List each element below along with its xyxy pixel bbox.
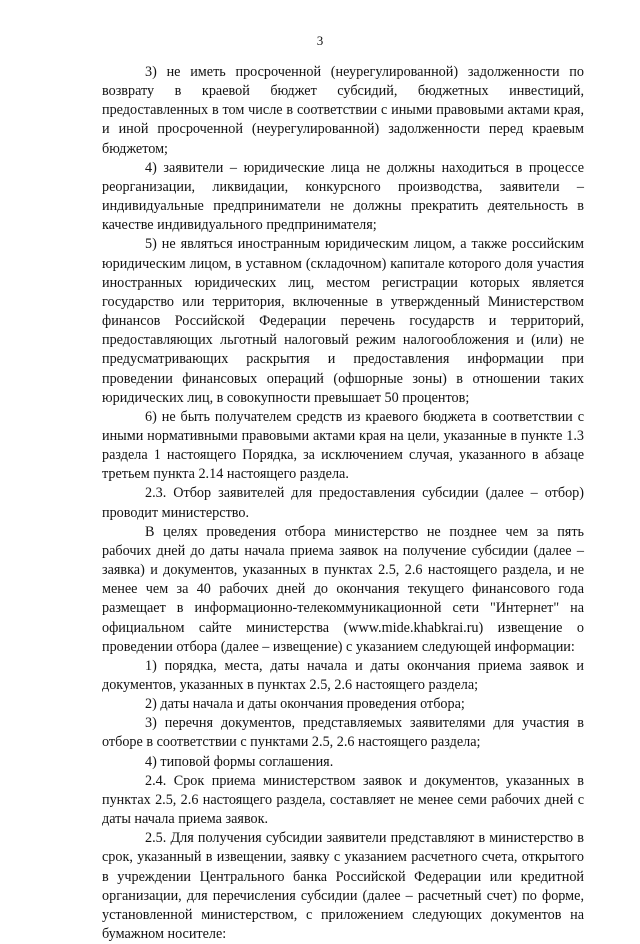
- paragraph-item-6-other-funds: 6) не быть получателем средств из краевого бюджета в соответствии с иными нормативными правовыми актами края на цели, указанные в пункте 1.3 раздела 1 настоящего Порядка, за исключением случая, указанного в абзаце третьем пункта 2.14 настоящего раздела.: [102, 408, 584, 483]
- page-number: 3: [316, 33, 324, 48]
- paragraph-item-4-reorganization: 4) заявители – юридические лица не должны находиться в процессе реорганизации, ликвидации, конкурсного производства, заявители – индивидуальные предприниматели не должны прекратить деятельность в качестве индивидуального предпринимателя;: [102, 159, 584, 234]
- paragraph-notice-item-1: 1) порядка, места, даты начала и даты окончания приема заявок и документов, указанных в пунктах 2.5, 2.6 настоящего раздела;: [102, 657, 584, 693]
- paragraph-2-3-selection: 2.3. Отбор заявителей для предоставления субсидии (далее – отбор) проводит министерство.: [102, 485, 584, 521]
- paragraph-2-4-deadline: 2.4. Срок приема министерством заявок и документов, указанных в пунктах 2.5, 2.6 настоящего раздела, составляет не менее семи рабочих дней с даты начала приема заявок.: [102, 772, 584, 828]
- paragraph-notice-item-4: 4) типовой формы соглашения.: [145, 753, 334, 770]
- paragraph-selection-notice: В целях проведения отбора министерство не позднее чем за пять рабочих дней до даты начала приема заявок на получение субсидии (далее – заявка) и документов, указанных в пунктах 2.5, 2.6 настоящего раздела, и не менее чем за 40 рабочих дней до окончания текущего финансового года размещает в информационно-телекоммуникационной сети "Интернет" на официальном сайте министерства (www.mide.khabkrai.ru) извещение о проведении отбора (далее – извещение) с указанием следующей информации:: [102, 523, 584, 655]
- paragraph-item-3-debt: 3) не иметь просроченной (неурегулированной) задолженности по возврату в краевой бюджет субсидий, бюджетных инвестиций, предоставленных в том числе в соответствии с иными правовыми актами края, и иной просроченной (неурегулированной) задолженности перед краевым бюджетом;: [102, 64, 584, 157]
- paragraph-2-5-application: 2.5. Для получения субсидии заявители представляют в министерство в срок, указанный в извещении, заявку с указанием расчетного счета, открытого в учреждении Центрального банка Российской Федерации или кредитной организации, для перечисления субсидии (далее – расчетный счет) по форме, установленной министерством, с приложением следующих документов на бумажном носителе:: [102, 830, 584, 943]
- paragraph-notice-item-3: 3) перечня документов, представляемых заявителями для участия в отборе в соответствии с пунктами 2.5, 2.6 настоящего раздела;: [102, 715, 584, 751]
- paragraph-notice-item-2: 2) даты начала и даты окончания проведения отбора;: [145, 696, 465, 713]
- document-body: [102, 63, 584, 944]
- paragraph-item-5-foreign-entity: 5) не являться иностранным юридическим лицом, а также российским юридическим лицом, в уставном (складочном) капитале которого доля участия иностранных юридических лиц, местом регистрации которых является государство или территория, включенные в утвержденный Министерством финансов Российской Федерации перечень государств и территорий, предоставляющих льготный налоговый режим налогообложения и (или) не предусматривающих раскрытия и предоставления информации при проведении финансовых операций (офшорные зоны) в отношении таких юридических лиц, в совокупности превышает 50 процентов;: [102, 236, 584, 406]
